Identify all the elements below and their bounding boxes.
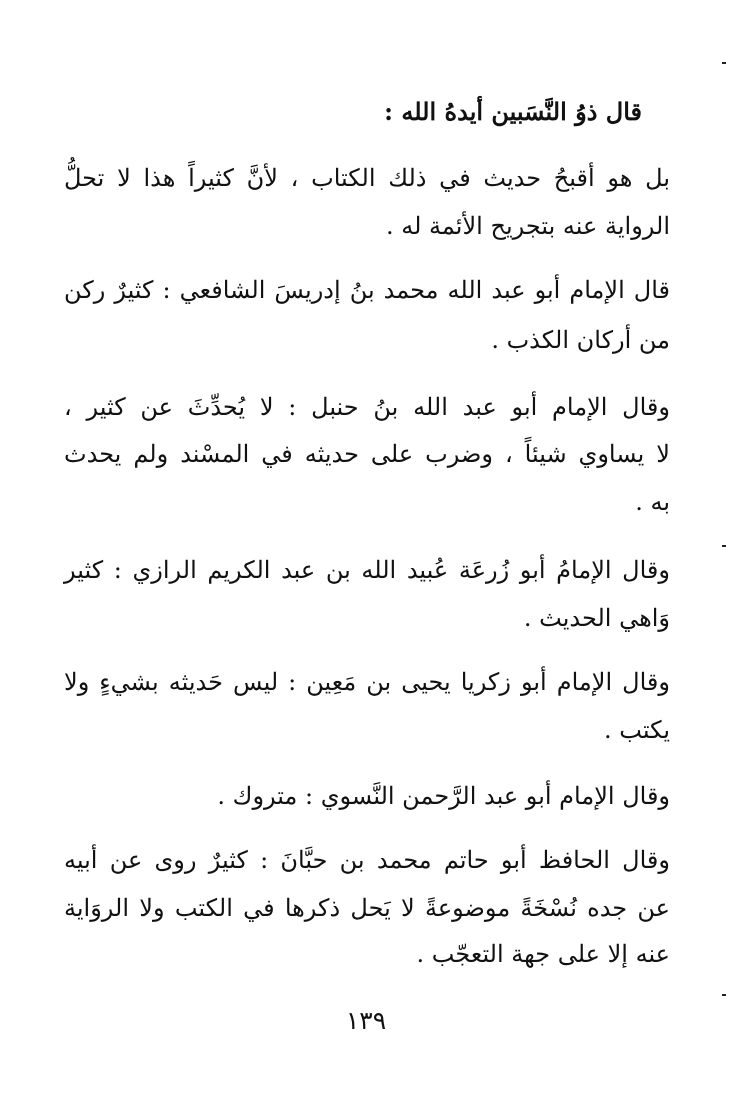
paragraph-7-line-3: عنه إلا على جهة التعجّب .	[416, 940, 670, 968]
paragraph-4-line-2: وَاهي الحديث .	[523, 604, 670, 632]
page-number: ١٣٩	[345, 1006, 387, 1035]
paragraph-5-line-2: يكتب .	[604, 716, 670, 744]
paragraph-5-line-1: وقال الإمام أبو زكريا يحيى بن مَعِين : ليس حَديثه بشيءٍ ولا	[64, 668, 670, 696]
paragraph-3-line-2: لا يساوي شيئاً ، وضرب على حديثه في المسْند ولم يحدث	[64, 440, 670, 468]
paragraph-1-line-1: بل هو أقبحُ حديث في ذلك الكتاب ، لأنَّ كثيراً هذا لا تحلُّ	[64, 164, 670, 192]
paragraph-2-line-2: من أركان الكذب .	[491, 326, 670, 354]
paragraph-2-line-1: قال الإمام أبو عبد الله محمد بنُ إدريسَ الشافعي : كثيرٌ ركن	[64, 276, 670, 304]
paragraph-6-line-1: وقال الإمام أبو عبد الرَّحمن النَّسوي : متروك .	[217, 782, 670, 810]
paragraph-7-line-1: وقال الحافظ أبو حاتم محمد بن حبَّانَ : كثيرٌ روى عن أبيه	[64, 846, 670, 874]
section-heading: قال ذوُ النَّسَبين أيدهُ الله :	[384, 97, 642, 126]
scan-mark	[722, 545, 726, 547]
paragraph-1-line-2: الرواية عنه بتجريح الأئمة له .	[385, 212, 670, 240]
paragraph-3-line-1: وقال الإمام أبو عبد الله بنُ حنبل : لا يُحدِّثَ عن كثير ،	[64, 393, 670, 421]
scan-mark	[722, 62, 726, 64]
paragraph-4-line-1: وقال الإمامُ أبو زُرعَة عُبيد الله بن عبد الكريم الرازي : كثير	[64, 556, 670, 584]
scan-mark	[722, 994, 726, 996]
paragraph-7-line-2: عن جده نُسْخَةً موضوعةً لا يَحل ذكرها في الكتب ولا الروَاية	[64, 894, 670, 922]
paragraph-3-line-3: به .	[635, 488, 670, 516]
